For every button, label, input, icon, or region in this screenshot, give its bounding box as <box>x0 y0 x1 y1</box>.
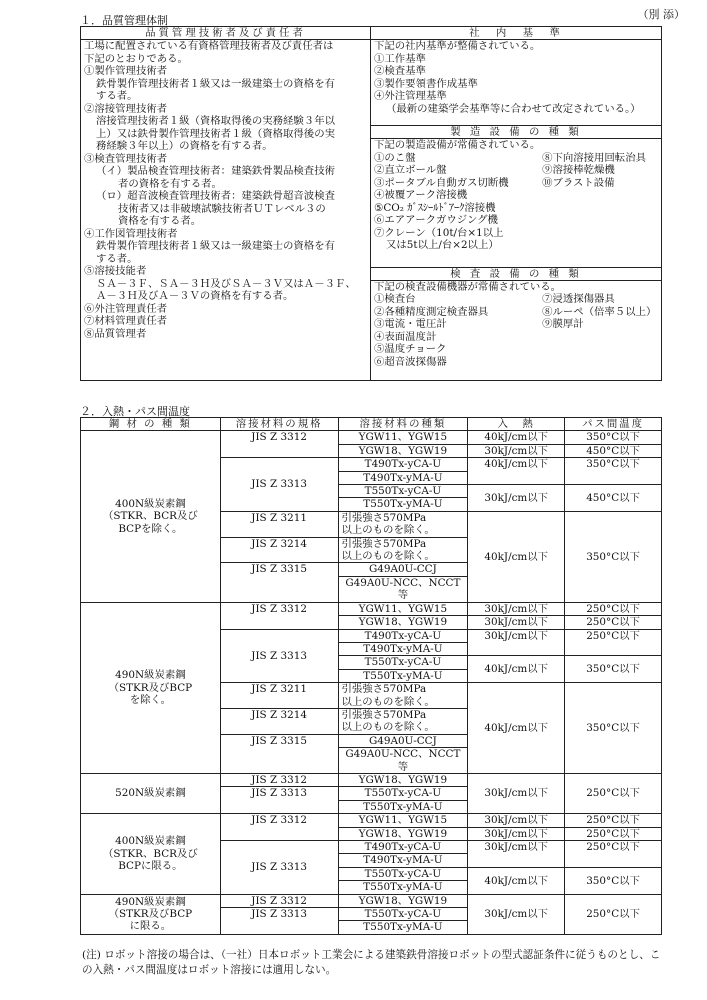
tech-line: 工場に配置されている有資格管理技術者及び責任者は <box>84 40 334 52</box>
tech-line: 鉄骨製作管理技術者１級又は一級建築士の資格を有 <box>96 77 335 90</box>
heat: 30kJ/cm以下 <box>468 814 565 827</box>
heat: 30kJ/cm以下 <box>468 894 565 934</box>
tech-line: 鉄骨製作管理技術者１級又は一級建築士の資格を有 <box>96 240 335 252</box>
temp: 450°C以下 <box>565 485 662 512</box>
material: YGW11、YGW15 <box>338 814 468 827</box>
temp: 350°C以下 <box>565 431 662 444</box>
mfg-item: ④被覆アーク溶接機 <box>374 189 468 202</box>
header-manufacturing: 製 造 設 備 の 種 類 <box>371 126 662 139</box>
tech-line: ⑤溶接技能者 <box>84 265 147 277</box>
material: 引張強さ570MPa 以上のものを除く。 <box>338 683 468 709</box>
col-interpass: パス間温度 <box>565 418 662 431</box>
insp-item: ③電流・電圧計 <box>374 318 447 331</box>
std-intro: 下記の社内基準が整備されている。 <box>374 40 541 52</box>
temp: 450°C以下 <box>565 444 662 457</box>
section-1-title: １．品質管理体制 <box>80 14 168 27</box>
heat: 40kJ/cm以下 <box>468 458 565 485</box>
insp-item: ⑤温度チョーク <box>374 343 447 356</box>
material: YGW18、YGW19 <box>338 894 468 907</box>
tech-line: （イ）製品検査管理技術者：建築鉄骨製品検査技術 <box>96 165 335 177</box>
heat: 30kJ/cm以下 <box>468 444 565 457</box>
temp: 250°C以下 <box>565 616 662 629</box>
insp-item: ①検査台 <box>374 293 416 306</box>
heat: 30kJ/cm以下 <box>468 485 565 512</box>
col-material: 溶接材料の種類 <box>338 418 468 431</box>
tech-line: ④工作図管理技術者 <box>84 227 178 240</box>
material: YGW18、YGW19 <box>338 616 468 629</box>
steel-group-1: 400N級炭素鋼 （STKR、BCR及び BCPを除く。 <box>81 431 221 602</box>
temp: 250°C以下 <box>565 629 662 656</box>
material: YGW11、YGW15 <box>338 602 468 615</box>
heat: 40kJ/cm以下 <box>468 683 565 774</box>
temp: 350°C以下 <box>565 656 662 683</box>
tech-line: ③検査管理技術者 <box>84 152 168 165</box>
material: G49A0U-NCC、NCCT等 <box>338 576 468 602</box>
std-item: ③製作要領書作成基準 <box>374 77 478 90</box>
std: JIS Z 3313 <box>220 458 338 512</box>
col-standard: 溶接材料の規格 <box>220 418 338 431</box>
std: JIS Z 3313 <box>220 629 338 683</box>
std: JIS Z 3312 <box>220 814 338 841</box>
material: G49A0U-CCJ <box>338 563 468 576</box>
material: G49A0U-NCC、NCCT等 <box>338 748 468 774</box>
material: T550Tx-yCA-U <box>338 656 468 669</box>
tech-line: 技術者又は非破壊試験技術者ＵＴレベル３の <box>118 202 326 215</box>
material: T550Tx-yCA-U <box>338 787 468 800</box>
std: JIS Z 3313 <box>220 787 338 814</box>
temp: 350°C以下 <box>565 867 662 894</box>
tech-line: する者。 <box>96 90 138 102</box>
std-item: ②検査基準 <box>374 65 426 77</box>
temp: 250°C以下 <box>565 814 662 827</box>
mfg-item: ⑤CO₂ ｶﾞｽｼｰﾙﾄﾞｱｰｸ溶接機 <box>374 201 496 214</box>
mfg-intro: 下記の製造設備が常備されている。 <box>374 139 541 152</box>
heat: 30kJ/cm以下 <box>468 602 565 615</box>
insp-item: ⑥超音波探傷器 <box>374 355 447 368</box>
mfg-item: ③ポータブル自動ガス切断機 <box>374 176 509 189</box>
header-inspection: 検 査 設 備 の 種 類 <box>371 267 662 280</box>
std: JIS Z 3312 <box>220 894 338 907</box>
standards-cell <box>371 40 662 126</box>
tech-line: ＳＡ－３Ｆ、ＳＡ－３Ｈ及びＳＡ－３Ｖ又はＡ－３Ｆ、 <box>96 277 356 290</box>
material: G49A0U-CCJ <box>338 734 468 747</box>
footnote: (注) ロボット溶接の場合は、（一社）日本ロボット工業会による建築鉄骨溶接ロボットの型式認証条件に従うものとし、この入熱・パス間温度はロボット溶接には適用しない。 <box>82 949 661 976</box>
material: T550Tx-yMA-U <box>338 498 468 511</box>
material: T550Tx-yMA-U <box>338 800 468 813</box>
material: 引張強さ570MPa 以上のものを除く。 <box>338 537 468 563</box>
material: YGW18、YGW19 <box>338 827 468 840</box>
heat: 40kJ/cm以下 <box>468 867 565 894</box>
insp-item: ⑦浸透探傷器具 <box>542 293 615 306</box>
temp: 250°C以下 <box>565 841 662 868</box>
material: T490Tx-yCA-U <box>338 458 468 471</box>
material: T550Tx-yMA-U <box>338 669 468 682</box>
col-heat: 入 熱 <box>468 418 565 431</box>
insp-item: ⑧ルーペ（倍率５以上） <box>542 305 657 318</box>
material: YGW18、YGW19 <box>338 773 468 786</box>
steel-group-3: 520N級炭素鋼 <box>81 773 221 813</box>
steel-group-4: 400N級炭素鋼 （STKR、BCR及び BCPに限る。 <box>81 814 221 894</box>
material: YGW18、YGW19 <box>338 444 468 457</box>
mfg-item: ⑦クレーン（10t/台×1以上 <box>374 226 504 239</box>
heat: 30kJ/cm以下 <box>468 827 565 840</box>
std: JIS Z 3211 <box>220 511 338 537</box>
std-item: ①工作基準 <box>374 52 426 65</box>
tech-line: ①製作管理技術者 <box>84 65 168 77</box>
annex-label: （別 添） <box>637 8 685 21</box>
tech-line: する者。 <box>96 252 138 265</box>
mfg-item: ⑩ブラスト設備 <box>542 176 615 189</box>
material: T550Tx-yCA-U <box>338 485 468 498</box>
steel-group-2: 490N級炭素鋼 （STKR及びBCP を除く。 <box>81 602 221 773</box>
std-note: （最新の建築学会基準等に合わせて改定されている。） <box>386 102 641 115</box>
tech-line: 務経験３年以上）の資格を有する者。 <box>96 140 273 152</box>
temp: 250°C以下 <box>565 602 662 615</box>
tech-line: ②溶接管理技術者 <box>84 102 168 115</box>
mfg-item: ⑥エアアークガウジング機 <box>374 214 498 227</box>
material: YGW11、YGW15 <box>338 431 468 444</box>
header-technicians: 品質管理技術者及び責任者 <box>81 27 371 40</box>
tech-line: 者の資格を有する者。 <box>118 177 222 190</box>
material: T550Tx-yMA-U <box>338 881 468 894</box>
heat-input-table <box>80 417 662 935</box>
heat: 30kJ/cm以下 <box>468 773 565 813</box>
mfg-item: 又は5t以上/台×2以上） <box>386 239 499 252</box>
material: T490Tx-yCA-U <box>338 629 468 642</box>
col-steel: 鋼 材 の 種 類 <box>81 418 221 431</box>
heat: 30kJ/cm以下 <box>468 841 565 868</box>
std: JIS Z 3312 <box>220 431 338 458</box>
heat: 40kJ/cm以下 <box>468 431 565 444</box>
tech-line: Ａ－３Ｈ及びＡ－３Ｖの資格を有する者。 <box>96 290 294 302</box>
material: 引張強さ570MPa 以上のものを除く。 <box>338 511 468 537</box>
temp: 250°C以下 <box>565 827 662 840</box>
manufacturing-cell <box>371 139 662 268</box>
insp-item: ②各種精度測定検査器具 <box>374 305 489 318</box>
tech-line: ⑦材料管理責任者 <box>84 315 168 327</box>
steel-group-5: 490N級炭素鋼 （STKR及びBCP に限る。 <box>81 894 221 934</box>
temp: 250°C以下 <box>565 773 662 813</box>
std: JIS Z 3315 <box>220 563 338 602</box>
std: JIS Z 3313 <box>220 908 338 935</box>
material: T490Tx-yMA-U <box>338 471 468 484</box>
std-item: ④外注管理基準 <box>374 90 447 102</box>
header-standards: 社 内 基 準 <box>371 27 662 40</box>
mfg-item: ②直立ボール盤 <box>374 164 447 177</box>
mfg-item: ⑧下向溶接用回転治具 <box>542 151 646 164</box>
insp-intro: 下記の検査設備機器が常備されている。 <box>374 280 562 293</box>
quality-system-table <box>80 26 662 381</box>
std: JIS Z 3313 <box>220 841 338 895</box>
heat: 40kJ/cm以下 <box>468 511 565 602</box>
heat: 40kJ/cm以下 <box>468 656 565 683</box>
material: T550Tx-yMA-U <box>338 921 468 934</box>
tech-line: 溶接管理技術者１級（資格取得後の実務経験３年以 <box>96 115 335 127</box>
material: T490Tx-yCA-U <box>338 841 468 854</box>
material: 引張強さ570MPa 以上のものを除く。 <box>338 708 468 734</box>
material: T550Tx-yCA-U <box>338 908 468 921</box>
heat: 30kJ/cm以下 <box>468 629 565 656</box>
std: JIS Z 3312 <box>220 602 338 629</box>
tech-line: 下記のとおりである。 <box>84 52 188 65</box>
technicians-cell <box>81 40 371 381</box>
tech-line: 資格を有する者。 <box>118 215 202 227</box>
tech-line: （ロ）超音波検査管理技術者：建築鉄骨超音波検査 <box>96 190 335 202</box>
material: T550Tx-yCA-U <box>338 867 468 880</box>
std: JIS Z 3214 <box>220 708 338 734</box>
std: JIS Z 3211 <box>220 683 338 709</box>
tech-line: 上）又は鉄骨製作管理技術者１級（資格取得後の実 <box>96 127 335 140</box>
tech-line: ⑥外注管理責任者 <box>84 302 168 315</box>
temp: 350°C以下 <box>565 683 662 774</box>
temp: 350°C以下 <box>565 511 662 602</box>
temp: 350°C以下 <box>565 458 662 485</box>
material: T490Tx-yMA-U <box>338 854 468 867</box>
std: JIS Z 3315 <box>220 734 338 773</box>
mfg-item: ①のこ盤 <box>374 151 416 164</box>
std: JIS Z 3312 <box>220 773 338 786</box>
inspection-cell <box>371 280 662 380</box>
section-2-title: ２．入熱・パス間温度 <box>80 405 190 418</box>
mfg-item: ⑨溶接棒乾燥機 <box>542 164 615 177</box>
heat: 30kJ/cm以下 <box>468 616 565 629</box>
std: JIS Z 3214 <box>220 537 338 563</box>
material: T490Tx-yMA-U <box>338 642 468 655</box>
temp: 250°C以下 <box>565 894 662 934</box>
insp-item: ⑨膜厚計 <box>542 318 584 331</box>
tech-line: ⑧品質管理者 <box>84 327 147 340</box>
insp-item: ④表面温度計 <box>374 330 437 343</box>
